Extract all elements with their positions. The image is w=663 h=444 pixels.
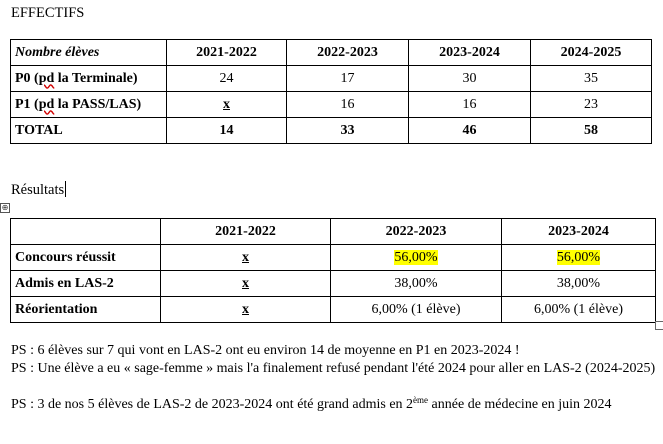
table-cell: 33 <box>287 118 409 144</box>
superscript: ème <box>413 395 429 405</box>
table-resize-handle[interactable] <box>655 321 663 330</box>
table-cell: 16 <box>287 92 409 118</box>
table-row-total <box>11 118 652 144</box>
table-cell: x <box>161 297 331 323</box>
table-cell: 38,00% <box>331 271 502 297</box>
resultats-table <box>10 218 656 323</box>
text-cursor <box>65 181 66 197</box>
heading-resultats: Résultats <box>11 182 65 198</box>
row-label-reorientation: Réorientation <box>11 297 161 323</box>
column-header: 2024-2025 <box>531 40 652 66</box>
column-header: 2021-2022 <box>161 219 331 245</box>
table-row <box>11 297 656 323</box>
table-row <box>11 245 656 271</box>
table-row <box>11 66 652 92</box>
column-header: 2022-2023 <box>287 40 409 66</box>
row-label-concours: Concours réussit <box>11 245 161 271</box>
table-cell: 46 <box>409 118 531 144</box>
table-cell: 38,00% <box>502 271 656 297</box>
table-cell: 16 <box>409 92 531 118</box>
highlighted-value: 56,00% <box>556 249 601 265</box>
table-cell: x <box>167 92 287 118</box>
table-header-row <box>11 219 656 245</box>
row-label-p1: P1 (pd la PASS/LAS) <box>11 92 167 118</box>
table-cell: x <box>161 245 331 271</box>
table-cell: 6,00% (1 élève) <box>331 297 502 323</box>
row-label-total: TOTAL <box>11 118 167 144</box>
table-cell: 24 <box>167 66 287 92</box>
note-ps3: PS : 3 de nos 5 élèves de LAS-2 de 2023-2024 ont été grand admis en 2ème année de médecine en juin 2024 <box>11 395 612 412</box>
table-cell: x <box>161 271 331 297</box>
table-cell: 6,00% (1 élève) <box>502 297 656 323</box>
note-ps1: PS : 6 élèves sur 7 qui vont en LAS-2 ont eu environ 14 de moyenne en P1 en 2023-2024 ! <box>11 343 520 358</box>
column-header: 2022-2023 <box>331 219 502 245</box>
effectifs-table <box>10 39 652 144</box>
column-header: 2023-2024 <box>409 40 531 66</box>
column-header: 2023-2024 <box>502 219 656 245</box>
table-row <box>11 271 656 297</box>
spellcheck-word: pd <box>38 96 55 112</box>
row-label-p0: P0 (pd la Terminale) <box>11 66 167 92</box>
table-cell: 30 <box>409 66 531 92</box>
row-label-admis: Admis en LAS-2 <box>11 271 161 297</box>
table-cell <box>502 245 656 271</box>
table-move-handle-icon[interactable]: ⊕ <box>1 203 9 212</box>
heading-effectifs: EFFECTIFS <box>11 5 85 21</box>
spellcheck-word: pd <box>38 70 55 86</box>
table-cell: 58 <box>531 118 652 144</box>
table-cell: 35 <box>531 66 652 92</box>
corner-cell <box>11 219 161 245</box>
corner-cell: Nombre élèves <box>11 40 167 66</box>
table-cell <box>331 245 502 271</box>
table-cell: 14 <box>167 118 287 144</box>
highlighted-value: 56,00% <box>394 249 438 265</box>
table-row <box>11 92 652 118</box>
note-ps2: PS : Une élève a eu « sage-femme » mais l'a finalement refusé pendant l'été 2024 pour aller en LAS-2 (2024-2025) <box>11 361 656 376</box>
table-header-row <box>11 40 652 66</box>
table-cell: 17 <box>287 66 409 92</box>
column-header: 2021-2022 <box>167 40 287 66</box>
table-cell: 23 <box>531 92 652 118</box>
